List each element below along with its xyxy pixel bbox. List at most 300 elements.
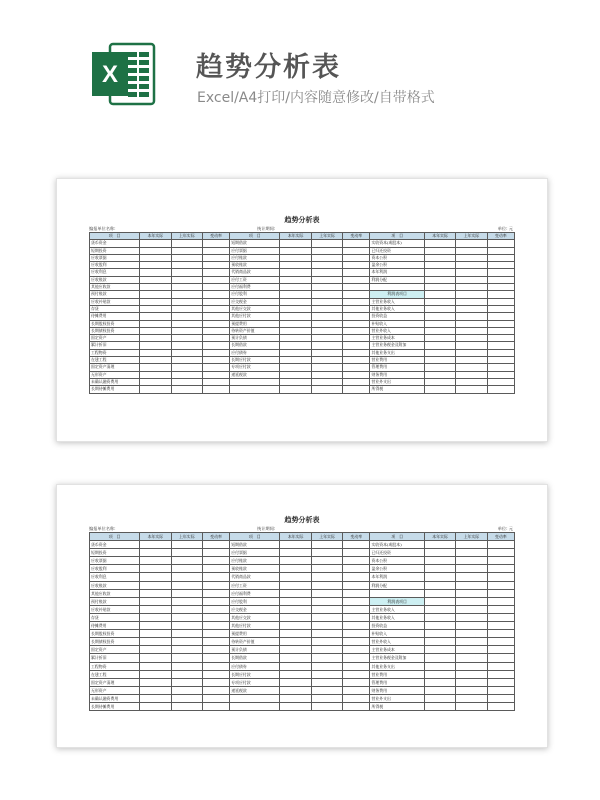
value-cell[interactable] xyxy=(203,605,230,613)
row-label[interactable]: 应付工资 xyxy=(230,581,280,589)
value-cell[interactable] xyxy=(487,622,514,630)
value-cell[interactable] xyxy=(487,646,514,654)
value-cell[interactable] xyxy=(280,371,311,378)
row-label[interactable]: 补贴收入 xyxy=(370,320,424,327)
row-label[interactable]: 其他应交款 xyxy=(230,613,280,621)
value-cell[interactable] xyxy=(203,254,230,261)
value-cell[interactable] xyxy=(203,269,230,276)
row-label[interactable] xyxy=(370,589,424,597)
value-cell[interactable] xyxy=(311,702,342,710)
row-label[interactable]: 固定资产清理 xyxy=(90,678,140,686)
value-cell[interactable] xyxy=(487,298,514,305)
value-cell[interactable] xyxy=(424,581,455,589)
value-cell[interactable] xyxy=(280,702,311,710)
value-cell[interactable] xyxy=(140,371,171,378)
value-cell[interactable] xyxy=(203,327,230,334)
row-label[interactable]: 营业外支出 xyxy=(370,694,424,702)
value-cell[interactable] xyxy=(140,254,171,261)
value-cell[interactable] xyxy=(311,654,342,662)
value-cell[interactable] xyxy=(487,364,514,371)
row-label[interactable]: 短期投资 xyxy=(90,549,140,557)
value-cell[interactable] xyxy=(311,291,342,298)
value-cell[interactable] xyxy=(456,342,487,349)
row-label[interactable]: 应收票据 xyxy=(90,557,140,565)
row-label[interactable]: 专项应付款 xyxy=(230,678,280,686)
value-cell[interactable] xyxy=(280,364,311,371)
value-cell[interactable] xyxy=(140,694,171,702)
value-cell[interactable] xyxy=(311,565,342,573)
value-cell[interactable] xyxy=(487,630,514,638)
value-cell[interactable] xyxy=(311,240,342,247)
value-cell[interactable] xyxy=(203,378,230,385)
value-cell[interactable] xyxy=(456,565,487,573)
value-cell[interactable] xyxy=(171,605,202,613)
value-cell[interactable] xyxy=(171,378,202,385)
value-cell[interactable] xyxy=(311,378,342,385)
value-cell[interactable] xyxy=(311,549,342,557)
row-label[interactable]: 资本公积 xyxy=(370,254,424,261)
value-cell[interactable] xyxy=(203,349,230,356)
row-label[interactable]: 营业费用 xyxy=(370,670,424,678)
value-cell[interactable] xyxy=(424,662,455,670)
value-cell[interactable] xyxy=(424,589,455,597)
value-cell[interactable] xyxy=(424,565,455,573)
value-cell[interactable] xyxy=(456,284,487,291)
value-cell[interactable] xyxy=(311,605,342,613)
value-cell[interactable] xyxy=(456,630,487,638)
value-cell[interactable] xyxy=(456,327,487,334)
value-cell[interactable] xyxy=(203,678,230,686)
row-label[interactable]: 短期借款 xyxy=(230,240,280,247)
value-cell[interactable] xyxy=(311,276,342,283)
row-label[interactable]: 待转资产价值 xyxy=(230,638,280,646)
row-label[interactable] xyxy=(230,378,280,385)
value-cell[interactable] xyxy=(311,694,342,702)
value-cell[interactable] xyxy=(171,622,202,630)
row-label[interactable]: 其他应付款 xyxy=(230,622,280,630)
row-label[interactable]: 预收账款 xyxy=(230,262,280,269)
value-cell[interactable] xyxy=(343,654,370,662)
value-cell[interactable] xyxy=(424,305,455,312)
value-cell[interactable] xyxy=(171,240,202,247)
value-cell[interactable] xyxy=(487,342,514,349)
value-cell[interactable] xyxy=(140,597,171,605)
value-cell[interactable] xyxy=(343,349,370,356)
row-label[interactable]: 管理费用 xyxy=(370,364,424,371)
value-cell[interactable] xyxy=(140,357,171,364)
row-label[interactable]: 营业外支出 xyxy=(370,378,424,385)
row-label[interactable]: 所得税 xyxy=(370,702,424,710)
value-cell[interactable] xyxy=(280,327,311,334)
value-cell[interactable] xyxy=(343,313,370,320)
value-cell[interactable] xyxy=(424,573,455,581)
value-cell[interactable] xyxy=(456,305,487,312)
value-cell[interactable] xyxy=(140,349,171,356)
row-label[interactable]: 主营业务税金及附加 xyxy=(370,342,424,349)
value-cell[interactable] xyxy=(140,240,171,247)
value-cell[interactable] xyxy=(424,654,455,662)
value-cell[interactable] xyxy=(424,694,455,702)
value-cell[interactable] xyxy=(203,298,230,305)
value-cell[interactable] xyxy=(140,670,171,678)
value-cell[interactable] xyxy=(171,291,202,298)
value-cell[interactable] xyxy=(424,342,455,349)
value-cell[interactable] xyxy=(280,605,311,613)
row-label[interactable]: 应付债券 xyxy=(230,349,280,356)
value-cell[interactable] xyxy=(487,254,514,261)
value-cell[interactable] xyxy=(456,269,487,276)
value-cell[interactable] xyxy=(343,694,370,702)
row-label[interactable]: 其他应收款 xyxy=(90,589,140,597)
value-cell[interactable] xyxy=(140,378,171,385)
row-label[interactable]: 财务费用 xyxy=(370,686,424,694)
value-cell[interactable] xyxy=(424,320,455,327)
value-cell[interactable] xyxy=(171,327,202,334)
row-label[interactable]: 利润表项目 xyxy=(370,597,424,605)
value-cell[interactable] xyxy=(487,541,514,549)
value-cell[interactable] xyxy=(280,613,311,621)
row-label[interactable]: 在建工程 xyxy=(90,670,140,678)
value-cell[interactable] xyxy=(343,305,370,312)
value-cell[interactable] xyxy=(343,597,370,605)
value-cell[interactable] xyxy=(171,357,202,364)
value-cell[interactable] xyxy=(171,541,202,549)
value-cell[interactable] xyxy=(343,378,370,385)
value-cell[interactable] xyxy=(487,694,514,702)
row-label[interactable]: 长期待摊费用 xyxy=(90,702,140,710)
value-cell[interactable] xyxy=(280,654,311,662)
row-label[interactable]: 应付股利 xyxy=(230,291,280,298)
value-cell[interactable] xyxy=(343,276,370,283)
value-cell[interactable] xyxy=(203,357,230,364)
value-cell[interactable] xyxy=(171,335,202,342)
value-cell[interactable] xyxy=(171,646,202,654)
value-cell[interactable] xyxy=(487,247,514,254)
value-cell[interactable] xyxy=(140,247,171,254)
value-cell[interactable] xyxy=(171,662,202,670)
value-cell[interactable] xyxy=(456,262,487,269)
value-cell[interactable] xyxy=(424,622,455,630)
row-label[interactable]: 应收补贴款 xyxy=(90,298,140,305)
value-cell[interactable] xyxy=(424,240,455,247)
row-label[interactable]: 长期股权投资 xyxy=(90,320,140,327)
value-cell[interactable] xyxy=(171,276,202,283)
row-label[interactable]: 待摊费用 xyxy=(90,622,140,630)
row-label[interactable]: 应付工资 xyxy=(230,276,280,283)
row-label[interactable]: 货币资金 xyxy=(90,240,140,247)
value-cell[interactable] xyxy=(140,386,171,393)
value-cell[interactable] xyxy=(311,386,342,393)
row-label[interactable]: 应付票据 xyxy=(230,247,280,254)
value-cell[interactable] xyxy=(171,638,202,646)
value-cell[interactable] xyxy=(343,254,370,261)
value-cell[interactable] xyxy=(487,565,514,573)
row-label[interactable] xyxy=(370,284,424,291)
value-cell[interactable] xyxy=(343,557,370,565)
row-label[interactable]: 应付债券 xyxy=(230,662,280,670)
value-cell[interactable] xyxy=(140,622,171,630)
value-cell[interactable] xyxy=(487,320,514,327)
value-cell[interactable] xyxy=(140,342,171,349)
value-cell[interactable] xyxy=(171,565,202,573)
value-cell[interactable] xyxy=(280,557,311,565)
row-label[interactable]: 未确认融资费用 xyxy=(90,378,140,385)
value-cell[interactable] xyxy=(203,291,230,298)
row-label[interactable]: 其他业务收入 xyxy=(370,305,424,312)
value-cell[interactable] xyxy=(343,298,370,305)
row-label[interactable]: 固定资产清理 xyxy=(90,364,140,371)
value-cell[interactable] xyxy=(171,686,202,694)
value-cell[interactable] xyxy=(343,357,370,364)
value-cell[interactable] xyxy=(171,654,202,662)
row-label[interactable]: 累计折旧 xyxy=(90,654,140,662)
row-label[interactable]: 主营业务税金及附加 xyxy=(370,654,424,662)
value-cell[interactable] xyxy=(343,613,370,621)
value-cell[interactable] xyxy=(424,378,455,385)
value-cell[interactable] xyxy=(280,622,311,630)
value-cell[interactable] xyxy=(311,597,342,605)
row-label[interactable]: 主营业务成本 xyxy=(370,335,424,342)
value-cell[interactable] xyxy=(203,597,230,605)
value-cell[interactable] xyxy=(424,605,455,613)
value-cell[interactable] xyxy=(280,662,311,670)
value-cell[interactable] xyxy=(456,702,487,710)
value-cell[interactable] xyxy=(456,313,487,320)
value-cell[interactable] xyxy=(171,313,202,320)
value-cell[interactable] xyxy=(311,313,342,320)
value-cell[interactable] xyxy=(203,565,230,573)
value-cell[interactable] xyxy=(424,327,455,334)
value-cell[interactable] xyxy=(171,320,202,327)
value-cell[interactable] xyxy=(487,686,514,694)
value-cell[interactable] xyxy=(311,541,342,549)
row-label[interactable]: 利润分配 xyxy=(370,581,424,589)
value-cell[interactable] xyxy=(343,565,370,573)
value-cell[interactable] xyxy=(140,565,171,573)
value-cell[interactable] xyxy=(203,694,230,702)
row-label[interactable]: 专项应付款 xyxy=(230,364,280,371)
value-cell[interactable] xyxy=(487,670,514,678)
row-label[interactable]: 应交税金 xyxy=(230,605,280,613)
row-label[interactable]: 营业费用 xyxy=(370,357,424,364)
row-label[interactable]: 管理费用 xyxy=(370,678,424,686)
value-cell[interactable] xyxy=(343,630,370,638)
row-label[interactable]: 补贴收入 xyxy=(370,630,424,638)
value-cell[interactable] xyxy=(171,613,202,621)
value-cell[interactable] xyxy=(456,371,487,378)
row-label[interactable]: 工程物资 xyxy=(90,662,140,670)
row-label[interactable]: 应付票据 xyxy=(230,549,280,557)
value-cell[interactable] xyxy=(424,678,455,686)
value-cell[interactable] xyxy=(280,335,311,342)
value-cell[interactable] xyxy=(487,276,514,283)
value-cell[interactable] xyxy=(343,327,370,334)
row-label[interactable]: 利润分配 xyxy=(370,276,424,283)
value-cell[interactable] xyxy=(311,371,342,378)
row-label[interactable]: 应收票据 xyxy=(90,254,140,261)
row-label[interactable]: 在建工程 xyxy=(90,357,140,364)
value-cell[interactable] xyxy=(343,670,370,678)
value-cell[interactable] xyxy=(311,349,342,356)
value-cell[interactable] xyxy=(424,298,455,305)
value-cell[interactable] xyxy=(456,589,487,597)
value-cell[interactable] xyxy=(203,686,230,694)
value-cell[interactable] xyxy=(171,298,202,305)
value-cell[interactable] xyxy=(140,557,171,565)
row-label[interactable]: 盈余公积 xyxy=(370,262,424,269)
value-cell[interactable] xyxy=(280,313,311,320)
row-label[interactable]: 盈余公积 xyxy=(370,565,424,573)
value-cell[interactable] xyxy=(456,678,487,686)
value-cell[interactable] xyxy=(456,654,487,662)
value-cell[interactable] xyxy=(311,320,342,327)
row-label[interactable]: 应付账款 xyxy=(230,557,280,565)
value-cell[interactable] xyxy=(424,686,455,694)
row-label[interactable]: 待摊费用 xyxy=(90,313,140,320)
value-cell[interactable] xyxy=(140,605,171,613)
value-cell[interactable] xyxy=(456,597,487,605)
value-cell[interactable] xyxy=(311,262,342,269)
value-cell[interactable] xyxy=(203,589,230,597)
row-label[interactable]: 长期借款 xyxy=(230,342,280,349)
value-cell[interactable] xyxy=(203,313,230,320)
value-cell[interactable] xyxy=(311,342,342,349)
value-cell[interactable] xyxy=(280,342,311,349)
row-label[interactable]: 投资收益 xyxy=(370,313,424,320)
row-label[interactable]: 预付账款 xyxy=(90,291,140,298)
value-cell[interactable] xyxy=(343,646,370,654)
value-cell[interactable] xyxy=(456,357,487,364)
value-cell[interactable] xyxy=(424,276,455,283)
row-label[interactable]: 应付股利 xyxy=(230,597,280,605)
value-cell[interactable] xyxy=(424,291,455,298)
value-cell[interactable] xyxy=(487,240,514,247)
row-label[interactable]: 短期借款 xyxy=(230,541,280,549)
row-label[interactable]: 应收账款 xyxy=(90,276,140,283)
row-label[interactable]: 利润表项目 xyxy=(370,291,424,298)
value-cell[interactable] xyxy=(424,349,455,356)
value-cell[interactable] xyxy=(487,638,514,646)
row-label[interactable]: 本年利润 xyxy=(370,269,424,276)
value-cell[interactable] xyxy=(487,581,514,589)
row-label[interactable]: 预计负债 xyxy=(230,646,280,654)
row-label[interactable]: 无形资产 xyxy=(90,686,140,694)
value-cell[interactable] xyxy=(343,686,370,694)
value-cell[interactable] xyxy=(171,549,202,557)
value-cell[interactable] xyxy=(140,613,171,621)
value-cell[interactable] xyxy=(311,335,342,342)
value-cell[interactable] xyxy=(280,581,311,589)
value-cell[interactable] xyxy=(280,565,311,573)
row-label[interactable]: 营业外收入 xyxy=(370,638,424,646)
value-cell[interactable] xyxy=(311,646,342,654)
value-cell[interactable] xyxy=(424,597,455,605)
value-cell[interactable] xyxy=(487,378,514,385)
value-cell[interactable] xyxy=(311,298,342,305)
row-label[interactable]: 预计负债 xyxy=(230,335,280,342)
value-cell[interactable] xyxy=(487,613,514,621)
value-cell[interactable] xyxy=(140,364,171,371)
row-label[interactable]: 短期投资 xyxy=(90,247,140,254)
value-cell[interactable] xyxy=(456,557,487,565)
value-cell[interactable] xyxy=(280,630,311,638)
value-cell[interactable] xyxy=(311,686,342,694)
value-cell[interactable] xyxy=(171,597,202,605)
value-cell[interactable] xyxy=(343,589,370,597)
value-cell[interactable] xyxy=(140,276,171,283)
value-cell[interactable] xyxy=(456,622,487,630)
value-cell[interactable] xyxy=(140,654,171,662)
row-label[interactable]: 未确认融资费用 xyxy=(90,694,140,702)
value-cell[interactable] xyxy=(171,269,202,276)
value-cell[interactable] xyxy=(171,305,202,312)
value-cell[interactable] xyxy=(343,364,370,371)
row-label[interactable]: 代销商品款 xyxy=(230,573,280,581)
value-cell[interactable] xyxy=(487,678,514,686)
value-cell[interactable] xyxy=(280,573,311,581)
value-cell[interactable] xyxy=(311,622,342,630)
value-cell[interactable] xyxy=(311,327,342,334)
value-cell[interactable] xyxy=(456,670,487,678)
value-cell[interactable] xyxy=(343,320,370,327)
value-cell[interactable] xyxy=(171,364,202,371)
value-cell[interactable] xyxy=(456,573,487,581)
value-cell[interactable] xyxy=(203,320,230,327)
row-label[interactable]: 财务费用 xyxy=(370,371,424,378)
value-cell[interactable] xyxy=(311,589,342,597)
value-cell[interactable] xyxy=(456,276,487,283)
value-cell[interactable] xyxy=(171,589,202,597)
value-cell[interactable] xyxy=(140,549,171,557)
value-cell[interactable] xyxy=(280,276,311,283)
value-cell[interactable] xyxy=(487,597,514,605)
row-label[interactable]: 其他业务支出 xyxy=(370,349,424,356)
value-cell[interactable] xyxy=(280,254,311,261)
value-cell[interactable] xyxy=(456,605,487,613)
value-cell[interactable] xyxy=(280,320,311,327)
value-cell[interactable] xyxy=(487,371,514,378)
value-cell[interactable] xyxy=(140,638,171,646)
row-label[interactable]: 预付账款 xyxy=(90,597,140,605)
value-cell[interactable] xyxy=(311,573,342,581)
value-cell[interactable] xyxy=(343,549,370,557)
value-cell[interactable] xyxy=(171,371,202,378)
value-cell[interactable] xyxy=(456,240,487,247)
row-label[interactable]: 本年利润 xyxy=(370,573,424,581)
value-cell[interactable] xyxy=(424,646,455,654)
value-cell[interactable] xyxy=(140,573,171,581)
value-cell[interactable] xyxy=(456,581,487,589)
value-cell[interactable] xyxy=(424,557,455,565)
value-cell[interactable] xyxy=(487,557,514,565)
row-label[interactable]: 固定资产 xyxy=(90,335,140,342)
row-label[interactable]: 应付福利费 xyxy=(230,589,280,597)
row-label[interactable]: 长期应付款 xyxy=(230,357,280,364)
value-cell[interactable] xyxy=(171,694,202,702)
row-label[interactable]: 应收账款 xyxy=(90,581,140,589)
row-label[interactable]: 资本公积 xyxy=(370,557,424,565)
value-cell[interactable] xyxy=(171,284,202,291)
value-cell[interactable] xyxy=(487,335,514,342)
value-cell[interactable] xyxy=(280,678,311,686)
value-cell[interactable] xyxy=(424,313,455,320)
value-cell[interactable] xyxy=(140,541,171,549)
value-cell[interactable] xyxy=(456,686,487,694)
value-cell[interactable] xyxy=(424,386,455,393)
row-label[interactable]: 应交税金 xyxy=(230,298,280,305)
value-cell[interactable] xyxy=(171,342,202,349)
value-cell[interactable] xyxy=(280,247,311,254)
